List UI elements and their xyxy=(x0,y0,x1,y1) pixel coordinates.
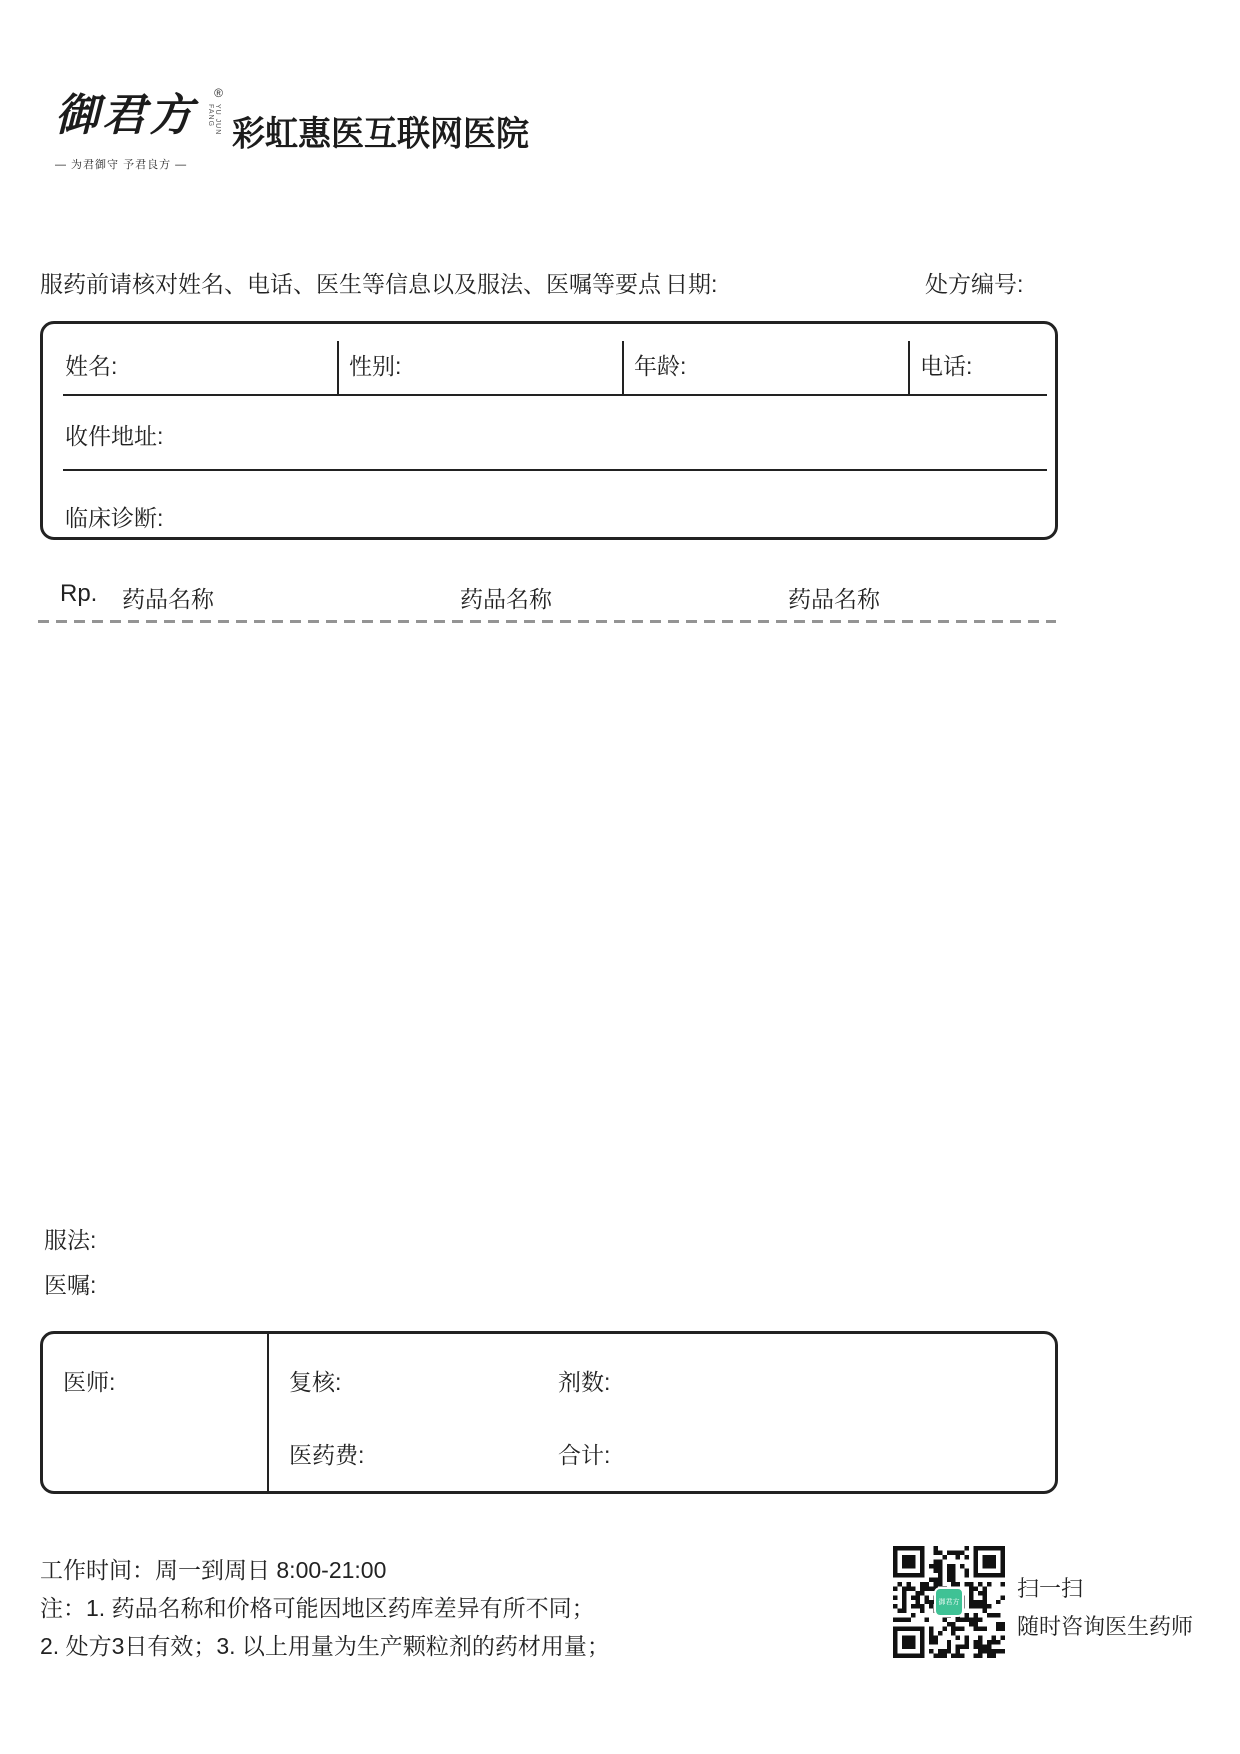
registered-trademark-icon: ® xyxy=(214,86,223,100)
qr-scan-label: 扫一扫 xyxy=(1017,1576,1084,1601)
dashed-separator xyxy=(38,620,1056,623)
patient-age-label: 年龄: xyxy=(634,353,687,379)
patient-address-label: 收件地址: xyxy=(65,423,164,449)
doctor-label: 医师: xyxy=(63,1369,116,1395)
usage-label: 服法: xyxy=(44,1227,97,1253)
patient-diagnosis-label: 临床诊断: xyxy=(65,505,164,531)
note-line-1: 注：1. 药品名称和价格可能因地区药库差异有所不同； xyxy=(40,1595,595,1621)
patient-info-box xyxy=(40,321,1058,540)
rp-prefix: Rp. xyxy=(60,580,98,607)
patient-gender-label: 性别: xyxy=(349,353,402,379)
brand-logo-pinyin: YU JUN FANG xyxy=(207,104,221,136)
row-divider xyxy=(63,394,1047,396)
doctor-signature-box xyxy=(40,1331,1058,1494)
hospital-name: 彩虹惠医互联网医院 xyxy=(232,114,529,154)
brand-logo-main xyxy=(55,84,223,148)
patient-phone-label: 电话: xyxy=(920,353,973,379)
work-hours-text: 工作时间：周一到周日 8:00-21:00 xyxy=(40,1557,387,1583)
brand-logo-text: 御君方 xyxy=(55,90,196,141)
qr-desc-label: 随时咨询医生药师 xyxy=(1017,1614,1194,1639)
footer-notes xyxy=(40,1551,610,1665)
row-divider xyxy=(63,469,1047,471)
notice-row xyxy=(0,266,1240,297)
drug-name-column-header: 药品名称 xyxy=(788,586,880,612)
date-label: 日期: xyxy=(665,271,718,297)
column-separator xyxy=(622,341,624,396)
drug-name-column-header: 药品名称 xyxy=(460,586,552,612)
advice-label: 医嘱: xyxy=(44,1272,97,1298)
note-line-2: 2. 处方3日有效；3. 以上用量为生产颗粒剂的药材用量； xyxy=(40,1633,610,1659)
review-label: 复核: xyxy=(289,1369,342,1395)
patient-name-label: 姓名: xyxy=(65,353,118,379)
doses-label: 剂数: xyxy=(558,1369,611,1395)
fee-label: 医药费: xyxy=(289,1442,365,1468)
column-separator xyxy=(908,341,910,396)
drug-name-column-header: 药品名称 xyxy=(122,586,214,612)
brand-logo xyxy=(55,84,223,172)
qr-wrap xyxy=(893,1546,1005,1658)
rp-header-row xyxy=(0,580,1240,610)
box-divider xyxy=(267,1334,269,1491)
rx-number-label: 处方编号: xyxy=(925,271,1024,297)
drug-list-area xyxy=(40,630,1058,1210)
total-label: 合计: xyxy=(558,1442,611,1468)
brand-tagline: — 为君御守 予君良方 — xyxy=(55,159,188,171)
instruction-text: 服药前请核对姓名、电话、医生等信息以及服法、医嘱等要点 xyxy=(40,271,661,297)
qr-logo-badge: 御君方 xyxy=(934,1587,964,1617)
column-separator xyxy=(337,341,339,396)
